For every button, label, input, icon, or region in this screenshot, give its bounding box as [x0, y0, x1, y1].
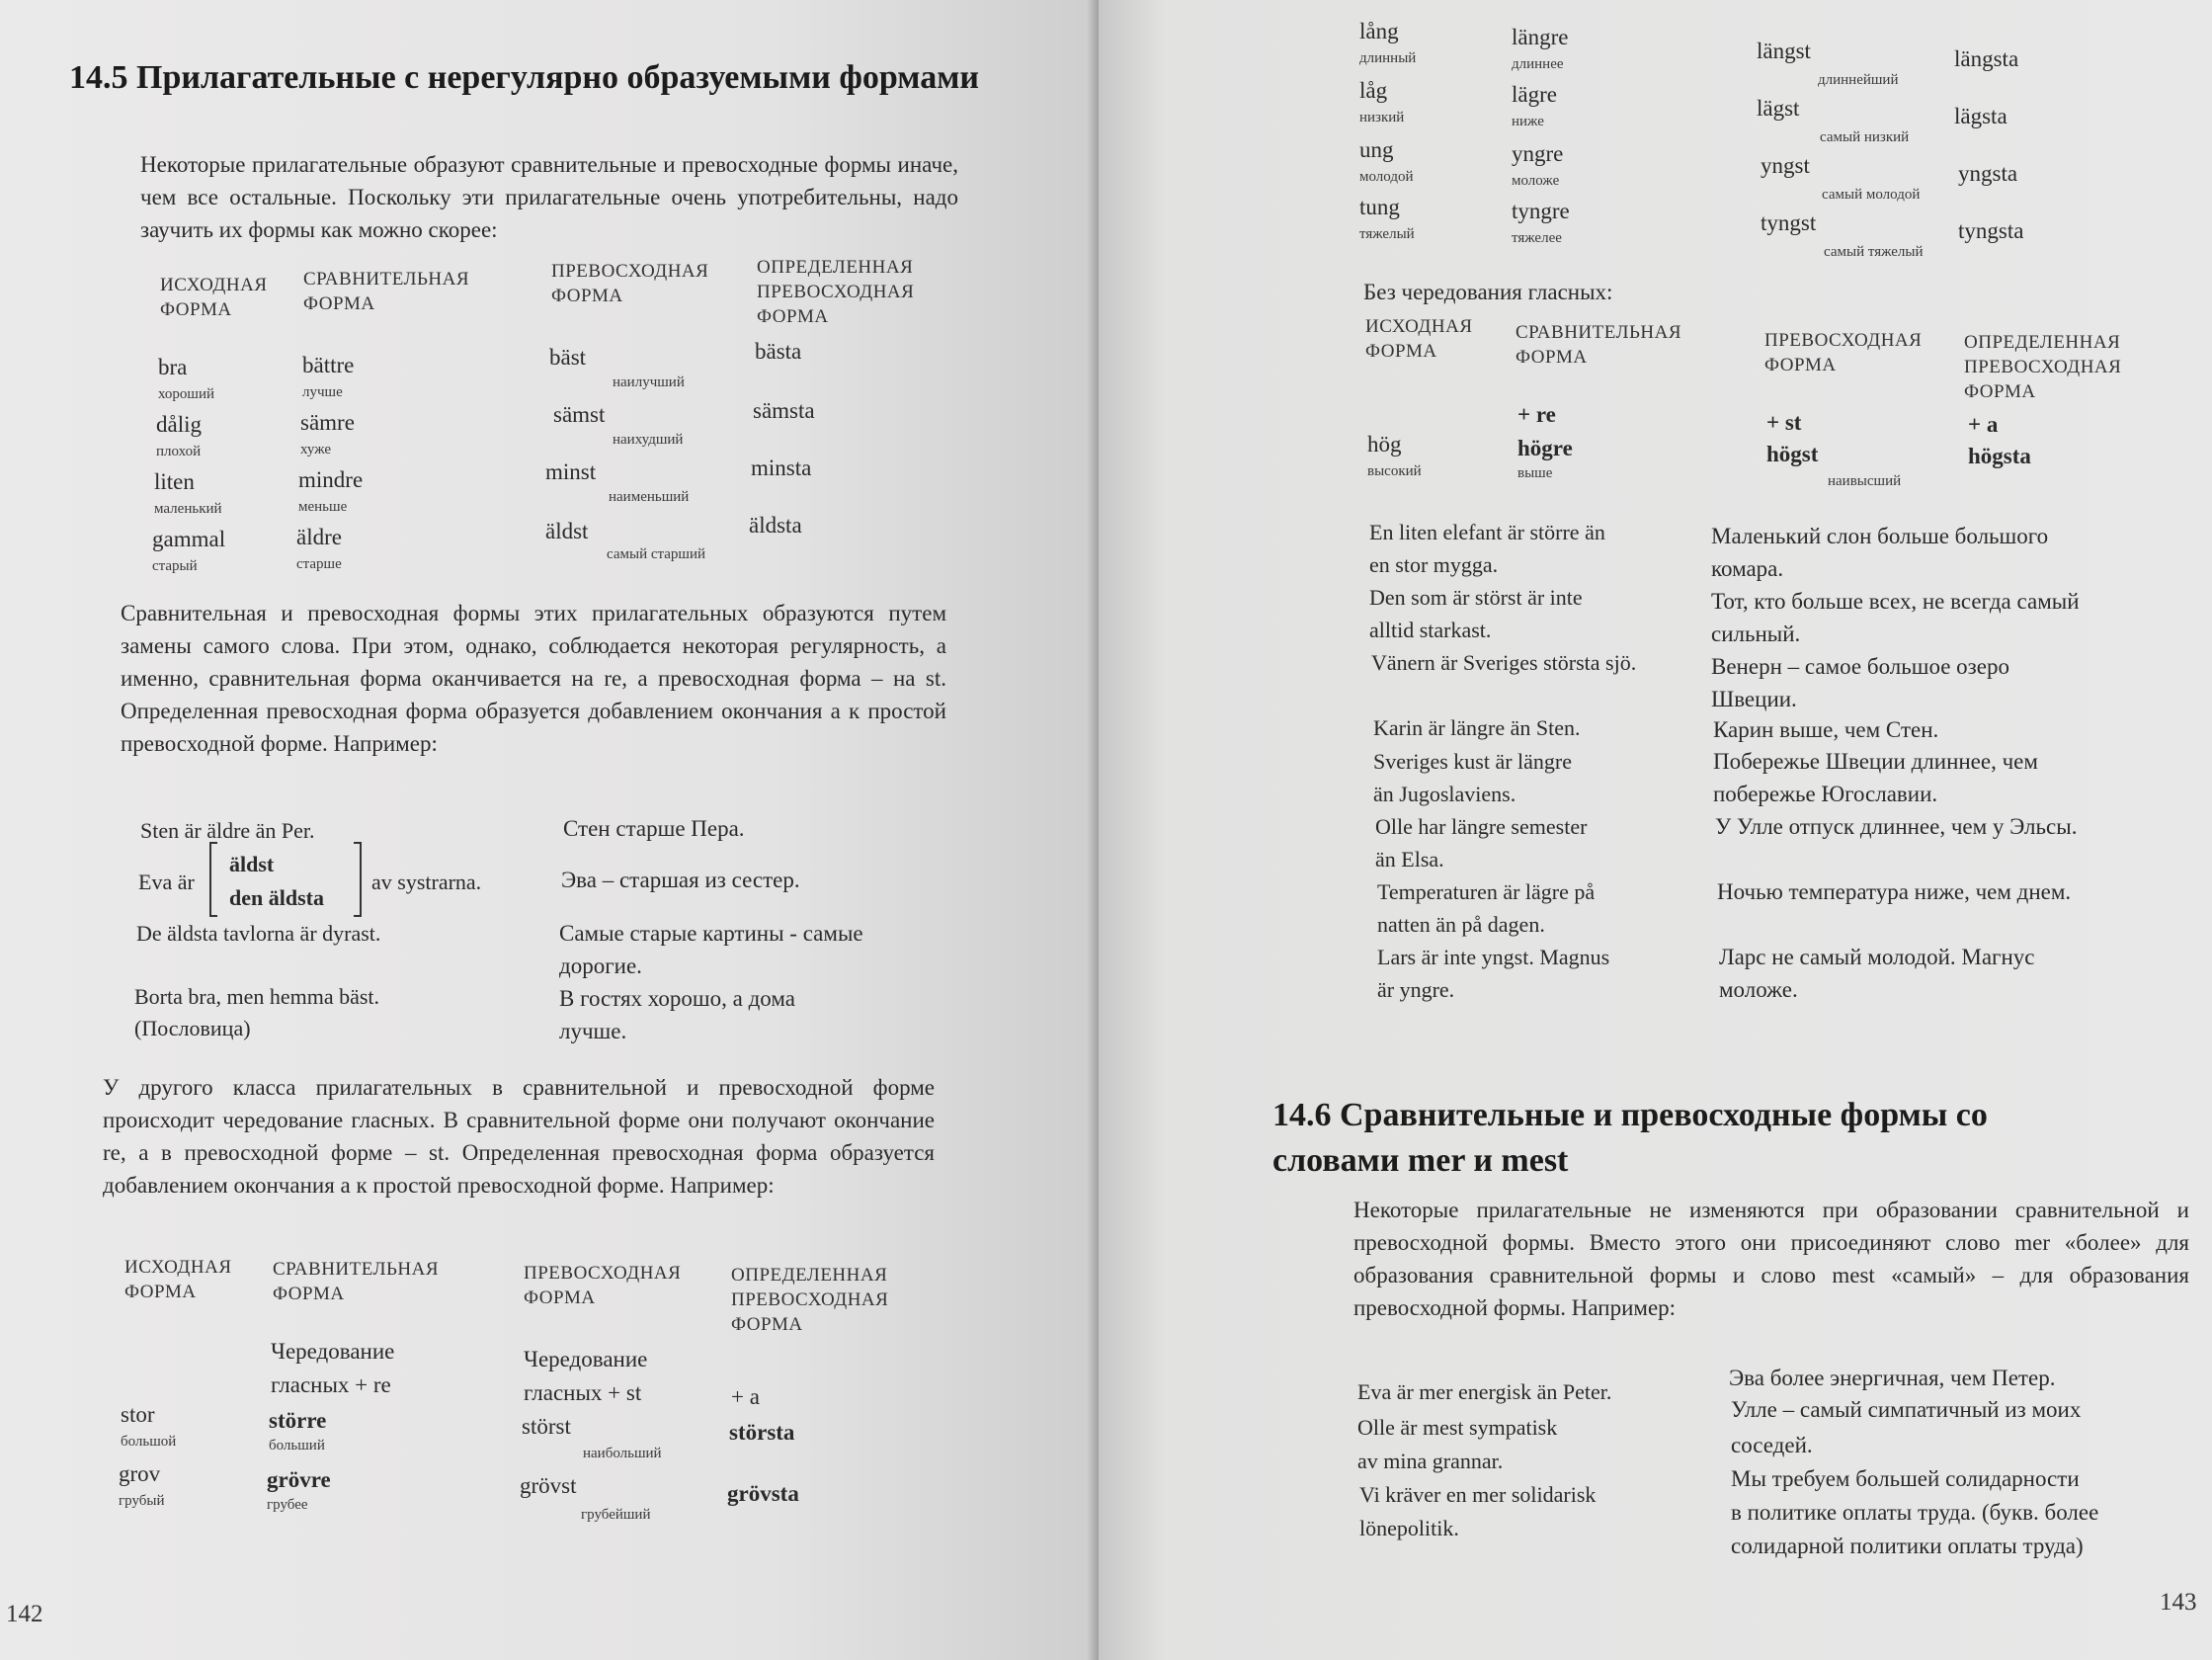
table1-row4-comp: äldre	[296, 525, 342, 549]
example2-brace-left	[209, 842, 217, 917]
r2-example3-sv-line2: lönepolitik.	[1359, 1516, 1459, 1540]
rtable-row3-comp-gloss: моложе	[1512, 173, 1560, 189]
table1-row1-sup-gloss: наилучший	[613, 374, 685, 390]
r-example1-sv-line2: en stor mygga.	[1369, 552, 1499, 577]
table1-row1-base-gloss: хороший	[158, 386, 215, 402]
rtable-row3-sup: yngst	[1761, 153, 1810, 178]
left-page	[0, 0, 1099, 1660]
r2-example3-ru-line3: солидарной политики оплаты труда)	[1731, 1534, 2084, 1558]
table1-row2-base-gloss: плохой	[156, 444, 202, 459]
table1-row2-def: sämsta	[753, 398, 815, 423]
table3-sub-def: + a	[1968, 412, 1999, 437]
table1-row2-comp: sämre	[300, 410, 355, 435]
table3-comp-gloss: выше	[1517, 465, 1553, 481]
table1-header-comp: СРАВНИТЕЛЬНАЯ ФОРМА	[303, 269, 470, 314]
page-number-left: 142	[6, 1601, 43, 1627]
table2-row2-base: grov	[119, 1461, 161, 1486]
rtable-row1-base-gloss: длинный	[1359, 50, 1417, 66]
r-example5-sv-line2: än Jugoslaviens.	[1373, 782, 1516, 806]
r-example6-sv-line2: än Elsa.	[1375, 847, 1444, 872]
table3-comp: högre	[1517, 436, 1573, 460]
page-number-right: 143	[2160, 1589, 2197, 1616]
rtable-row4-base-gloss: тяжелый	[1359, 226, 1415, 242]
r-example8-sv-line1: Lars är inte yngst. Magnus	[1377, 945, 1610, 969]
r2-example2-sv-line2: av mina grannar.	[1357, 1449, 1504, 1473]
rtable-row2-base: låg	[1359, 78, 1388, 103]
table2-header-def: ОПРЕДЕЛЕННАЯ ПРЕВОСХОДНАЯ ФОРМА	[731, 1265, 889, 1335]
table1-row4-base: gammal	[152, 527, 226, 551]
intro-paragraph: Некоторые прилагательные образуют сравнительные и превосходные формы иначе, чем все остальные. Поскольку эти прилагательные очень употребительны, надо заучить их формы как можно скорее:	[140, 152, 958, 242]
rtable-row3-base-gloss: молодой	[1359, 169, 1414, 185]
r2-example1-sv: Eva är mer energisk än Peter.	[1357, 1379, 1612, 1404]
table1-row4-sup: äldst	[545, 519, 589, 543]
table1-row3-comp: mindre	[298, 467, 364, 492]
example3-ru-line2: дорогие.	[559, 954, 642, 978]
rtable-row3-base: ung	[1359, 137, 1394, 162]
r-example5-ru-line1: Побережье Швеции длиннее, чем	[1713, 749, 2038, 774]
r2-example3-ru-line1: Мы требуем большей солидарности	[1731, 1466, 2080, 1491]
table2-sub-comp1: Чередование	[271, 1339, 395, 1364]
r-example8-ru-line1: Ларс не самый молодой. Магнус	[1719, 945, 2035, 969]
rtable-row3-sup-gloss: самый молодой	[1822, 187, 1921, 203]
r-example6-ru: У Улле отпуск длиннее, чем у Эльсы.	[1715, 814, 2078, 839]
table1-row2-base: dålig	[156, 412, 202, 437]
rtable-row2-sup: lägst	[1757, 96, 1800, 121]
table2-row2-comp: grövre	[267, 1467, 331, 1492]
rtable-row1-def: längsta	[1954, 46, 2019, 71]
table3-sub-comp: + re	[1517, 402, 1556, 427]
table2-header-sup: ПРЕВОСХОДНАЯ ФОРМА	[524, 1263, 682, 1308]
table1-row3-base: liten	[154, 469, 195, 494]
table1-row3-base-gloss: маленький	[154, 501, 222, 517]
table1-row1-sup: bäst	[549, 345, 587, 370]
rtable-row3-def: yngsta	[1958, 161, 2018, 186]
example4-ru-line2: лучше.	[559, 1019, 627, 1043]
r-example5-sv-line1: Sveriges kust är längre	[1373, 749, 1572, 774]
table2-row1-sup: störst	[522, 1414, 571, 1439]
table1-row4-def: äldsta	[749, 513, 802, 538]
r-example8-ru-line2: моложе.	[1719, 977, 1798, 1002]
table1-header-def: ОПРЕДЕЛЕННАЯ ПРЕВОСХОДНАЯ ФОРМА	[757, 257, 915, 327]
table1-row3-sup-gloss: наименьший	[609, 489, 690, 505]
rtable-row1-comp: längre	[1512, 25, 1569, 49]
table2-row2-sup: grövst	[520, 1473, 577, 1498]
table2-row1-sup-gloss: наибольший	[583, 1446, 662, 1461]
table2-row1-def: största	[729, 1420, 795, 1445]
example2-sv-pre: Eva är	[138, 870, 195, 894]
r2-example1-ru: Эва более энергичная, чем Петер.	[1729, 1366, 2056, 1390]
r2-example3-ru-line2: в политике оплаты труда. (букв. более	[1731, 1500, 2099, 1525]
r-example8-sv-line2: är yngre.	[1377, 977, 1455, 1002]
paragraph-14-6: Некоторые прилагательные не изменяются при образовании сравнительной и превосходной формы. Вместо этого они присоединяют слово mer «более» для образования сравнительной формы и слово mest «самый» – для образования превосходной формы. Например:	[1353, 1198, 2189, 1320]
example1-sv: Sten är äldre än Per.	[140, 818, 315, 843]
section-heading-14-5: 14.5 Прилагательные с нерегулярно образуемыми формами	[69, 59, 979, 96]
table1-row3-sup: minst	[545, 459, 597, 484]
table3-base-gloss: высокий	[1367, 463, 1422, 479]
rtable-row4-base: tung	[1359, 195, 1400, 219]
rtable-row4-def: tyngsta	[1958, 218, 2024, 243]
example4-sv: Borta bra, men hemma bäst.	[134, 984, 380, 1009]
example4-sv-note: (Пословица)	[134, 1016, 251, 1040]
rtable-row2-def: lägsta	[1954, 104, 2007, 128]
example1-ru: Стен старше Пера.	[563, 816, 745, 841]
table1-row4-sup-gloss: самый старший	[607, 546, 706, 562]
table1-row1-def: bästa	[755, 339, 802, 364]
r-example2-ru-line1: Тот, кто больше всех, не всегда самый	[1711, 589, 2080, 614]
table1-row4-comp-gloss: старше	[296, 556, 342, 572]
table1-row2-sup: sämst	[553, 402, 606, 427]
r-example1-ru-line2: комара.	[1711, 556, 1784, 581]
table2-sub-def: + a	[731, 1384, 760, 1409]
paragraph-3: У другого класса прилагательных в сравнительной и превосходной форме происходит чередование гласных. В сравнительной форме они получают окончание re, а в превосходной форме – st. Определенная превосходная форма образуется добавлением окончания a к простой превосходной форме. Например:	[103, 1075, 935, 1198]
table2-row2-base-gloss: грубый	[119, 1493, 165, 1509]
table2-row1-base-gloss: большой	[121, 1434, 177, 1450]
table2-row1-comp: större	[269, 1408, 327, 1433]
table3-def: högsta	[1968, 444, 2031, 468]
rtable-row2-base-gloss: низкий	[1359, 110, 1405, 125]
example2-option1: äldst	[229, 852, 275, 876]
r-example1-ru-line1: Маленький слон больше большого	[1711, 524, 2049, 548]
r-example3-ru-line2: Швеции.	[1711, 687, 1797, 711]
r-example4-ru: Карин выше, чем Стен.	[1713, 717, 1939, 742]
table1-header-sup: ПРЕВОСХОДНАЯ ФОРМА	[551, 261, 709, 306]
r-example5-ru-line2: побережье Югославии.	[1713, 782, 1938, 806]
r2-example2-ru-line1: Улле – самый симпатичный из моих	[1731, 1397, 2082, 1422]
example2-option2: den äldsta	[229, 885, 324, 910]
rtable-row2-comp-gloss: ниже	[1512, 114, 1544, 129]
rtable-row1-base: lång	[1359, 19, 1399, 43]
table1-row3-comp-gloss: меньше	[298, 499, 348, 515]
section-heading-14-6: 14.6 Сравнительные и превосходные формы со словами mer и mest	[1272, 1097, 1988, 1179]
example4-ru-line1: В гостях хорошо, а дома	[559, 986, 795, 1011]
no-alternation-label: Без чередования гласных:	[1363, 280, 1613, 304]
example2-ru: Эва – старшая из сестер.	[561, 868, 800, 892]
r2-example2-ru-line2: соседей.	[1731, 1433, 1813, 1457]
r-example7-sv-line2: natten än på dagen.	[1377, 912, 1545, 937]
r-example3-ru-line1: Венерн – самое большое озеро	[1711, 654, 2009, 679]
table2-header-base: ИСХОДНАЯ ФОРМА	[124, 1257, 232, 1302]
rtable-row1-sup-gloss: длиннейший	[1818, 72, 1899, 88]
paragraph-2: Сравнительная и превосходная формы этих прилагательных образуются путем замены самого слова. При этом, однако, соблюдается некоторая регулярность, а именно, сравнительная форма оканчивается на re, а превосходная форма – на st. Определенная превосходная форма образуется добавлением окончания a к простой превосходной форме. Например:	[121, 601, 946, 756]
r-example7-sv-line1: Temperaturen är lägre på	[1377, 879, 1596, 904]
r-example4-sv: Karin är längre än Sten.	[1373, 715, 1581, 740]
rtable-row4-sup-gloss: самый тяжелый	[1824, 244, 1924, 260]
table1-row2-comp-gloss: хуже	[300, 442, 332, 457]
rtable-row4-comp: tyngre	[1512, 199, 1570, 223]
table1-header-base: ИСХОДНАЯ ФОРМА	[160, 275, 268, 320]
table2-row2-comp-gloss: грубее	[267, 1497, 308, 1513]
rtable-row2-sup-gloss: самый низкий	[1820, 129, 1910, 145]
rtable-row1-sup: längst	[1757, 39, 1811, 63]
example2-brace-right	[354, 842, 362, 917]
table2-header-comp: СРАВНИТЕЛЬНАЯ ФОРМА	[273, 1259, 440, 1304]
r-example6-sv-line1: Olle har längre semester	[1375, 814, 1588, 839]
rtable-row1-comp-gloss: длиннее	[1512, 56, 1564, 72]
table2-sub-sup1: Чередование	[524, 1347, 648, 1371]
rtable-row3-comp: yngre	[1512, 141, 1564, 166]
table3-header-sup: ПРЕВОСХОДНАЯ ФОРМА	[1764, 330, 1923, 375]
table1-row3-def: minsta	[751, 456, 812, 480]
rtable-row4-sup: tyngst	[1761, 210, 1817, 235]
table1-row1-base: bra	[158, 355, 188, 379]
right-page	[1099, 0, 2212, 1660]
table3-header-base: ИСХОДНАЯ ФОРМА	[1365, 316, 1473, 362]
table2-row1-comp-gloss: больший	[269, 1438, 325, 1453]
table2-row1-base: stor	[121, 1402, 155, 1427]
table1-row1-comp: bättre	[302, 353, 355, 377]
table1-row4-base-gloss: старый	[152, 558, 198, 574]
table3-header-comp: СРАВНИТЕЛЬНАЯ ФОРМА	[1516, 322, 1682, 368]
r-example3-sv: Vänern är Sveriges största sjö.	[1371, 650, 1637, 675]
r-example2-sv-line1: Den som är störst är inte	[1369, 585, 1583, 610]
rtable-row4-comp-gloss: тяжелее	[1512, 230, 1562, 246]
table3-base: hög	[1367, 432, 1402, 456]
rtable-row2-comp: lägre	[1512, 82, 1557, 107]
table1-row2-sup-gloss: наихудший	[613, 432, 684, 448]
table2-sub-comp2: гласных + re	[271, 1372, 391, 1397]
table3-sup: högst	[1766, 442, 1819, 466]
table1-row1-comp-gloss: лучше	[302, 384, 343, 400]
table2-row2-sup-gloss: грубейший	[581, 1507, 651, 1523]
r-example2-ru-line2: сильный.	[1711, 622, 1801, 646]
example2-sv-post: av systrarna.	[371, 870, 482, 894]
example3-ru-line1: Самые старые картины - самые	[559, 921, 863, 946]
table2-sub-sup2: гласных + st	[524, 1380, 642, 1405]
table3-header-def: ОПРЕДЕЛЕННАЯ ПРЕВОСХОДНАЯ ФОРМА	[1964, 332, 2122, 402]
table2-row2-def: grövsta	[727, 1481, 799, 1506]
r-example7-ru: Ночью температура ниже, чем днем.	[1717, 879, 2072, 904]
r-example1-sv-line1: En liten elefant är större än	[1369, 520, 1605, 544]
table3-sup-gloss: наивысший	[1828, 473, 1902, 489]
r2-example2-sv-line1: Olle är mest sympatisk	[1357, 1415, 1558, 1440]
r-example2-sv-line2: alltid starkast.	[1369, 618, 1492, 642]
table3-sub-sup: + st	[1766, 410, 1802, 435]
r2-example3-sv-line1: Vi kräver en mer solidarisk	[1359, 1482, 1597, 1507]
example3-sv: De äldsta tavlorna är dyrast.	[136, 921, 381, 946]
